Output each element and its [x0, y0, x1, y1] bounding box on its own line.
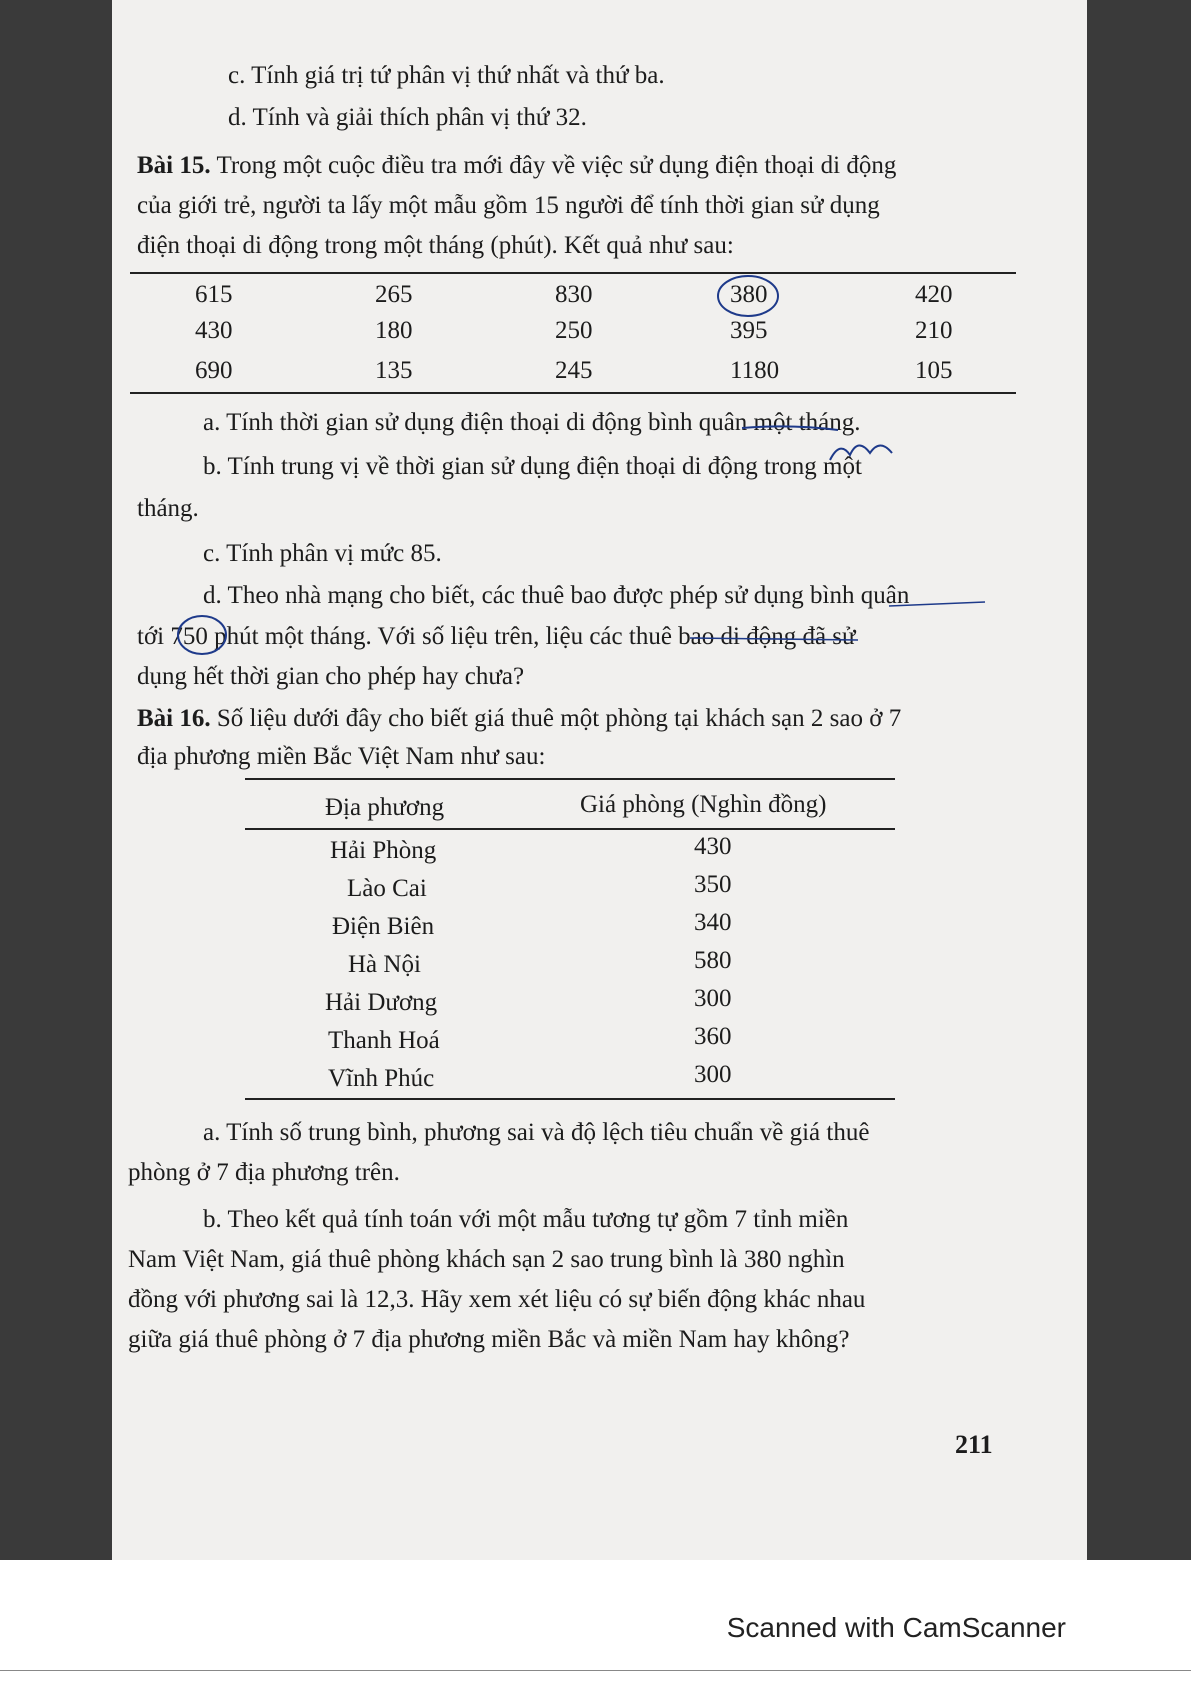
bai15-intro-3: điện thoại di động trong một tháng (phút). Kết quả như sau: [137, 232, 734, 259]
bai16-region-cell: Lào Cai [347, 875, 427, 902]
bai16-price-cell: 360 [694, 1023, 732, 1050]
bai15-a: a. Tính thời gian sử dụng điện thoại di động bình quân một tháng. [203, 409, 861, 436]
bai16-b-2: Nam Việt Nam, giá thuê phòng khách sạn 2 sao trung bình là 380 nghìn [128, 1246, 845, 1273]
bai15-d-1: d. Theo nhà mạng cho biết, các thuê bao được phép sử dụng bình quân [203, 582, 910, 609]
bai15-cell: 430 [195, 317, 233, 344]
t16-header-price: Giá phòng (Nghìn đồng) [580, 791, 827, 818]
bai15-cell: 265 [375, 281, 413, 308]
bai16-b-1: b. Theo kết quả tính toán với một mẫu tương tự gồm 7 tỉnh miền [203, 1206, 849, 1233]
underline-binhquan [889, 602, 985, 606]
bai16-intro-2: địa phương miền Bắc Việt Nam như sau: [137, 743, 546, 770]
bai15-cell: 210 [915, 317, 953, 344]
footer-rule [0, 1670, 1191, 1671]
bai16-b-4: giữa giá thuê phòng ở 7 địa phương miền Bắc và miền Nam hay không? [128, 1326, 850, 1353]
bai15-cell: 105 [915, 357, 953, 384]
bai15-label: Bài 15. [137, 152, 211, 179]
underline-annotation [742, 426, 838, 430]
bai15-b-2: tháng. [137, 495, 199, 522]
circle-380-annotation [718, 276, 778, 316]
scribble-annotation [830, 445, 892, 460]
bai16-price-cell: 340 [694, 909, 732, 936]
bai15-cell: 245 [555, 357, 593, 384]
bai16-intro-text: Số liệu dưới đây cho biết giá thuê một phòng tại khách sạn 2 sao ở 7 [216, 705, 902, 732]
bai16-b-3: đồng với phương sai là 12,3. Hãy xem xét liệu có sự biến động khác nhau [128, 1286, 866, 1313]
bai15-cell: 690 [195, 357, 233, 384]
bai16-region-cell: Điện Biên [332, 913, 435, 940]
bai15-cell: 395 [730, 317, 768, 344]
bai16-a-2: phòng ở 7 địa phương trên. [128, 1159, 400, 1186]
bai15-intro-text: Trong một cuộc điều tra mới đây về việc sử dụng điện thoại di động [216, 152, 897, 179]
underline-thuebao [690, 638, 858, 640]
bai15-cell: 830 [555, 281, 593, 308]
bai15-c: c. Tính phân vị mức 85. [203, 540, 442, 567]
scanner-footer [0, 1560, 1191, 1685]
bai16-price-cell: 580 [694, 947, 732, 974]
bai16-region-cell: Hải Dương [325, 989, 438, 1016]
bai16-price-cell: 350 [694, 871, 732, 898]
bai15-d-3: dụng hết thời gian cho phép hay chưa? [137, 663, 525, 690]
bai15-cell: 380 [730, 281, 768, 308]
bai15-b-1: b. Tính trung vị về thời gian sử dụng điện thoại di động trong một [203, 453, 862, 480]
bai16-a-1: a. Tính số trung bình, phương sai và độ lệch tiêu chuẩn về giá thuê [203, 1119, 870, 1146]
page-number: 211 [955, 1430, 993, 1459]
t16-header-region: Địa phương [325, 794, 445, 821]
bai16-price-cell: 300 [694, 1061, 732, 1088]
bai15-d-2: tới 750 phút một tháng. Với số liệu trên, liệu các thuê bao di động đã sử [137, 623, 856, 650]
bai15-cell: 1180 [730, 357, 780, 384]
scanner-brand: Scanned with CamScanner [726, 1612, 1066, 1643]
bai15-intro-2: của giới trẻ, người ta lấy một mẫu gồm 15 người để tính thời gian sử dụng [137, 192, 880, 219]
question-d: d. Tính và giải thích phân vị thứ 32. [228, 104, 587, 131]
bai16-region-cell: Thanh Hoá [328, 1027, 440, 1054]
bai16-price-cell: 300 [694, 985, 732, 1012]
bai16-region-cell: Vĩnh Phúc [328, 1065, 435, 1092]
circle-750-annotation [178, 616, 226, 654]
bai16-region-cell: Hải Phòng [330, 837, 437, 864]
question-c: c. Tính giá trị tứ phân vị thứ nhất và thứ ba. [228, 62, 665, 89]
bai15-cell: 250 [555, 317, 593, 344]
bai16-region-cell: Hà Nội [348, 951, 421, 978]
bai15-cell: 420 [915, 281, 953, 308]
bai15-cell: 180 [375, 317, 413, 344]
bai15-cell: 135 [375, 357, 413, 384]
bai15-cell: 615 [195, 281, 233, 308]
bai16-price-cell: 430 [694, 833, 732, 860]
bai16-label: Bài 16. [137, 705, 211, 732]
